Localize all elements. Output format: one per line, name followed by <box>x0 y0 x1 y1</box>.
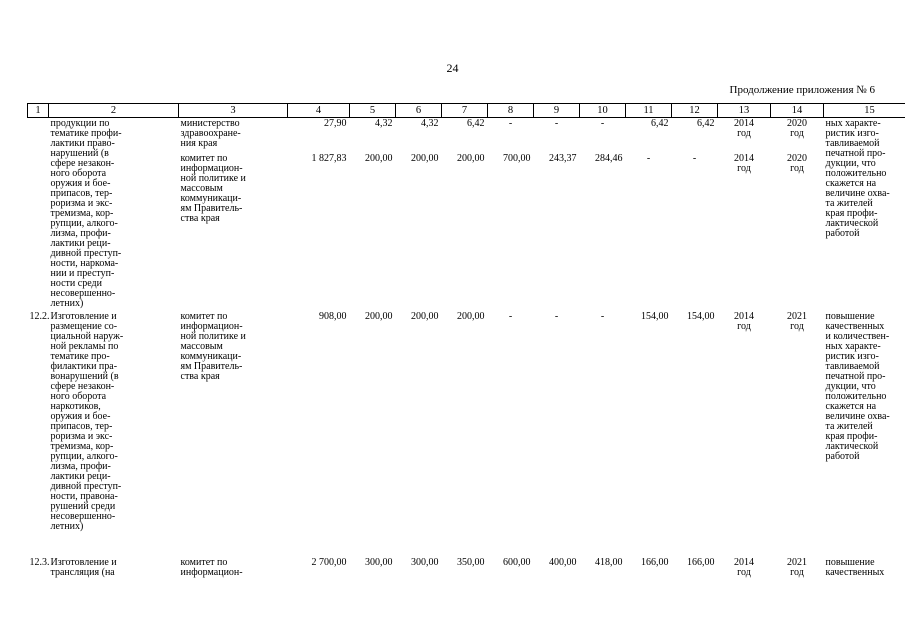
row-number <box>28 118 49 312</box>
value-cell: 200,00 <box>365 153 393 164</box>
start-year: 2014 год <box>734 153 754 174</box>
program-table <box>27 103 905 598</box>
measure-name: Изготовление и трансляция (на <box>50 557 117 578</box>
value-cell: 300,00 <box>411 557 439 568</box>
value-cell: 6,42 <box>697 118 715 129</box>
column-header: 1 <box>28 104 49 118</box>
table-row <box>28 118 905 154</box>
row-number: 12.3. <box>29 557 50 568</box>
value-cell: 27,90 <box>324 118 347 129</box>
value-cell: 6,42 <box>467 118 485 129</box>
table-row <box>28 557 905 598</box>
value-cell: 200,00 <box>457 153 485 164</box>
value-cell: 166,00 <box>687 557 715 568</box>
value-cell: 300,00 <box>365 557 393 568</box>
value-cell: 154,00 <box>687 311 715 322</box>
executor: министерство здравоохране- ния края <box>180 118 241 149</box>
value-cell: 350,00 <box>457 557 485 568</box>
row-number: 12.2. <box>29 311 50 322</box>
end-year: 2021 год <box>787 557 807 578</box>
continuation-label: Продолжение приложения № 6 <box>729 84 875 96</box>
column-header: 3 <box>179 104 288 118</box>
value-cell: 243,37 <box>549 153 577 164</box>
value-cell: 700,00 <box>503 153 531 164</box>
page-number: 24 <box>446 61 459 75</box>
value-cell: - <box>508 118 513 129</box>
end-year: 2020 год <box>787 153 807 174</box>
column-header: 12 <box>672 104 718 118</box>
start-year: 2014 год <box>734 118 754 139</box>
value-cell: 418,00 <box>595 557 623 568</box>
value-cell: 600,00 <box>503 557 531 568</box>
value-cell: - <box>600 311 605 322</box>
value-cell: 200,00 <box>411 311 439 322</box>
end-year: 2021 год <box>787 311 807 332</box>
column-header: 5 <box>350 104 396 118</box>
start-year: 2014 год <box>734 311 754 332</box>
value-cell: 284,46 <box>595 153 623 164</box>
value-cell: 2 700,00 <box>311 557 347 568</box>
value-cell: 200,00 <box>411 153 439 164</box>
value-cell: - <box>554 118 559 129</box>
column-header: 15 <box>824 104 905 118</box>
value-cell: 908,00 <box>319 311 347 322</box>
value-cell: - <box>508 311 513 322</box>
value-cell: 154,00 <box>641 311 669 322</box>
value-cell: - <box>554 311 559 322</box>
expected-result: ных характе- ристик изго- тавливаемой печатной про- дукции, что положительно скажется на величине охва- та жителей края профи- лактической работой <box>825 118 890 239</box>
value-cell: - <box>692 153 697 164</box>
value-cell: 1 827,83 <box>311 153 347 164</box>
value-cell: 4,32 <box>421 118 439 129</box>
column-header: 14 <box>771 104 824 118</box>
column-header: 2 <box>49 104 179 118</box>
value-cell: 400,00 <box>549 557 577 568</box>
expected-result: повышение качественных и количествен- ных характе- ристик изго- тавливаемой печатной про- дукции, что положительно скажется на величине охва- та жителей края профи- лактической работой <box>825 311 890 462</box>
value-cell: 166,00 <box>641 557 669 568</box>
column-header: 6 <box>396 104 442 118</box>
executor: комитет по информацион- ной политике и массовым коммуникаци- ям Правитель- ства края <box>180 311 246 382</box>
executor: комитет по информацион- ной политике и массовым коммуникаци- ям Правитель- ства края <box>180 153 246 224</box>
table-row <box>28 311 905 557</box>
expected-result: повышение качественных <box>825 557 885 578</box>
executor: комитет по информацион- <box>180 557 243 578</box>
column-header: 11 <box>626 104 672 118</box>
column-header: 10 <box>580 104 626 118</box>
measure-name: продукции по тематике профи- лактики право- нарушений (в сфере незакон- ного оборота оружия и бое- припасов, тер- роризма и экс- тремизма, кор- рупции, алкого- лизма, профи- лактики реци- дивной преступ- ности, наркома- нии и преступ- ности среди несовершенно- летних) <box>50 118 122 309</box>
column-header: 9 <box>534 104 580 118</box>
start-year: 2014 год <box>734 557 754 578</box>
value-cell: - <box>646 153 651 164</box>
value-cell: - <box>600 118 605 129</box>
header-row <box>28 104 905 118</box>
column-header: 4 <box>288 104 350 118</box>
value-cell: 200,00 <box>457 311 485 322</box>
end-year: 2020 год <box>787 118 807 139</box>
column-header: 8 <box>488 104 534 118</box>
value-cell: 4,32 <box>375 118 393 129</box>
column-header: 7 <box>442 104 488 118</box>
column-header: 13 <box>718 104 771 118</box>
value-cell: 6,42 <box>651 118 669 129</box>
measure-name: Изготовление и размещение со- циальной наруж- ной рекламы по тематике про- филактики пра- вонарушений (в сфере незакон- ного оборота наркотиков, оружия и бое- припасов, тер- роризма и экс- тремизма, кор- рупции, алкого- лизма, профи- лактики реци- дивной преступ- ности, правона- рушений среди несовершенно- летних) <box>50 311 124 532</box>
value-cell: 200,00 <box>365 311 393 322</box>
